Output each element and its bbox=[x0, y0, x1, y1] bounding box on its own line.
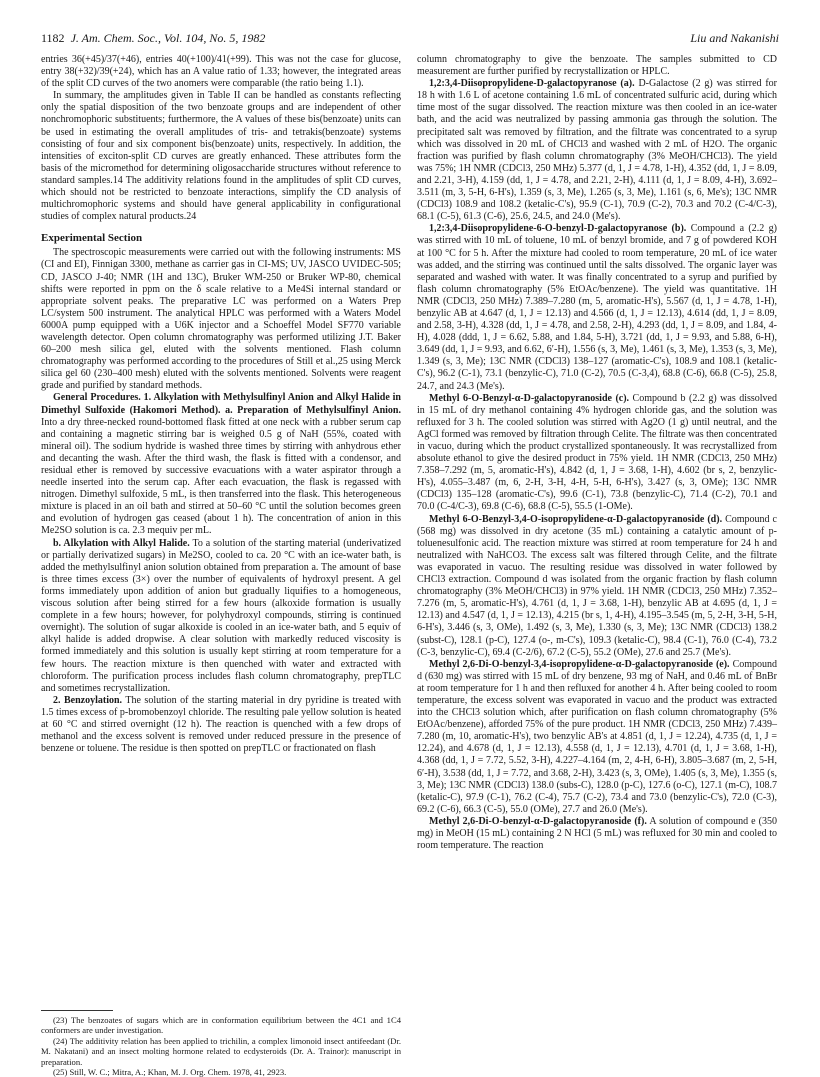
left-column bbox=[41, 54, 401, 755]
run-in-head-compound-d: Methyl 6-O-Benzyl-3,4-O-isopropylidene-α-D-galactopyranoside (d). bbox=[429, 513, 723, 525]
run-in-head-compound-a: 1,2:3,4-Diisopropylidene-D-galactopyranose (a). bbox=[429, 78, 635, 90]
page-number: 1182 bbox=[41, 31, 65, 45]
run-in-head-compound-b: 1,2:3,4-Diisopropylidene-6-O-benzyl-D-galactopyranose (b). bbox=[429, 223, 687, 235]
paragraph-methylsulfinyl bbox=[41, 392, 401, 537]
compound-c-text: Compound b (2.2 g) was dissolved in 15 mL of dry methanol containing 4% hydrogen chloride gas, and the solution was refluxed for 3 h. The cooled solution was stirred with Ag2O (1 g) until neutral, and the AgCl formed was removed by filtration through Celite. The filtrate was then concentrated in vacuo, during which the product crystallized spontaneously. It was recrystallized from absolute ethanol to give the desired product in 75% yield. 1H NMR (CDCl3, 250 MHz) 7.358–7.292 (m, 5, aromatic-H's), 4.842 (d, 1, J = 3.68, 1-H), 4.602 (br s, 2, benzylic-H's), 4.055–3.487 (m, 6, 2-H, 3-H, 4-H, 5-H, 6-H's), 3.427 (s, 3, OMe); 13C NMR (CDCl3) 135–128 (aromatic-C's), 99.6 (C-1), 73.8 (benzylic-C), 71.4 (C-2), 70.1 and 70.0 (C-4/C-3), 69.8 (C-6), 68.8 (C-5), 55.5 (1-OMe). bbox=[417, 392, 777, 513]
footnote-25: (25) Still, W. C.; Mitra, A.; Khan, M. J. Org. Chem. 1978, 41, 2923. bbox=[53, 1067, 287, 1077]
paragraph-compound-e bbox=[417, 659, 777, 816]
compound-d-text: Compound c (568 mg) was dissolved in dry acetone (35 mL) containing a catalytic amount of p-toluenesulfonic acid. The reaction mixture was stirred at room temperature for 24 h and neutralized with NaHCO3. The excess salt was filtered through Celite, and the filtrate was evaporated in vacuo. The resulting residue was dissolved in water followed by CHCl3 extraction. Compound d was isolated from the organic fraction by flash column chromatography (3% MeOH/CHCl3) in 97% yield. 1H NMR (CDCl3, 250 MHz) 7.352–7.276 (m, 5, aromatic-H's), 4.761 (d, 1, J = 3.68, 1-H), benzylic AB at 4.695 (d, 1, J = 12.13) and 4.547 (d, 1, J = 12.13), 4.215 (br s, 1, 4-H), 4.195–3.545 (m, 5, 2-H, 3-H, 5-H, 6-H's), 3.446 (s, 3, OMe), 1.492 (s, 3, Me), 1.330 (s, 3, Me); 13C NMR (CDCl3) 138.2 (subst-C), 128.1 (p-C), 127.4 (o-, m-C's), 109.3 (ketalic-C), 98.4 (C-1), 76.0 (C-4), 73.2 (C-3, benzylic-C), 69.4 (C-2/6), 67.2 (C-5), 55.2 (OMe), 27.6 and 25.7 (Me's). bbox=[417, 513, 777, 658]
run-in-head-alkylation: b. Alkylation with Alkyl Halide. bbox=[53, 537, 190, 549]
run-in-head-compound-c: Methyl 6-O-Benzyl-α-D-galactopyranoside (c). bbox=[429, 392, 630, 404]
paragraph-compound-a bbox=[417, 78, 777, 223]
compound-f-text: A solution of compound e (350 mg) in MeOH (15 mL) containing 2 N HCl (5 mL) was refluxed for 30 min and cooled to room temperature. The reaction bbox=[417, 815, 778, 852]
methylsulfinyl-text: Into a dry three-necked round-bottomed flask fitted at one neck with a rubber serum cap and containing a magnetic stirring bar is weighed 0.5 g of NaH (55%, coated with mineral oil). The sodium hydride is washed three times by stirring with anhydrous ether and decanting the wash. After the third wash, the flask is fitted with a condensor, and residual ether is removed by successive evacuations with a water aspirator through a needle inserted into the serum cap. After each evacuation, the flask is regassed with nitrogen. Dimethyl sulfoxide, 5 mL, is then transferred into the flask. This heterogeneous mixture is placed in an oil bath and stirred at 50–60 °C until the solution becomes green and evolution of hydrogen gas ceased (about 1 h). The concentration of anion in this Me2SO solution is ca. 2.3 mequiv per mL. bbox=[41, 416, 401, 537]
paragraph-continued-right: column chromatography to give the benzoate. The samples submitted to CD measurement are further purified by recrystallization or HPLC. bbox=[417, 54, 777, 78]
paragraph-alkylation bbox=[41, 538, 401, 695]
footnote-rule bbox=[41, 1010, 113, 1011]
run-in-head-general-procedures: General Procedures. 1. Alkylation with Methylsulfinyl Anion and Alkyl Halide in Dimethyl Sulfoxide (Hakomori Method). a. Preparation of Methylsulfinyl Anion. bbox=[41, 392, 401, 416]
compound-b-text: Compound a (2.2 g) was stirred with 10 mL of toluene, 10 mL of benzyl bromide, and 7 g of powdered KOH at 100 °C for 5 h. After the mixture had cooled to room temperature, 20 mL of ice water was added, and the stirring was continued until the salts dissolved. The organic layer was separated and washed with water. It was finally concentrated to a syrup and purified by flash column chromatography (5% EtOAc/benzene). The yield was quantitative. 1H NMR (CDCl3, 250 MHz) 7.389–7.280 (m, 5, aromatic-H's), 5.567 (d, 1, J = 4.78, 1-H), benzylic AB at 4.647 (d, 1, J = 12.13) and 4.566 (d, 1, J = 12.13), 4.614 (dd, 1, J = 8.09, and 2.58, 3-H), 4.328 (dd, 1, J = 4.78, and 2.58, 2-H), 4.293 (dd, 1, J = 8.09, and 1.84, 4-H), 4.028 (ddd, 1, J = 6.62, 5.88, and 1.84, 5-H), 3.721 (dd, 1, J = 9.93, and 5.88, 6-H), 3.649 (dd, 1, J = 9.93, and 6.62, 6′-H), 1.556 (s, 3, Me), 1.461 (s, 3, Me), 1.353 (s, 3, Me), 1.349 (s, 3, Me); 13C NMR (CDCl3) 138–127 (aromatic-C's), 108.9 and 108.1 (ketalic-C's), 96.2 (C-1), 73.1 (benzylic-C), 71.0 (C-2), 70.5 (C-3,4), 68.8 (C-6), 66.8 (C-5), 25.8, 24.7, and 24.3 (Me's). bbox=[417, 223, 778, 392]
footnotes bbox=[41, 1010, 401, 1077]
paragraph-summary: In summary, the amplitudes given in Table II can be handled as constants reflecting only the spatial disposition of the two benzoate groups and are independent of other nonchromophoric substituents; furthermore, the A values of these bis(benzoate) units can be used in estimating the overall amplitudes of tris- and tetrakis(benzoate) systems consisting of four and six component bis(benzoate) units, respectively. In addition, the intensities of exciton-split CD curves are greatly enhanced. These attributes form the basis of the micromethod for determining oligosaccharide structures without reference to standard samples.14 The additivity relations found in the amplitudes of split CD curves, which should not be restricted to benzoate interactions, simplify the CD analysis of multichromophoric systems and should have general applicability in configurational studies of complex natural products.24 bbox=[41, 90, 401, 223]
running-header bbox=[41, 30, 779, 46]
run-in-head-benzoylation: 2. Benzoylation. bbox=[53, 694, 123, 706]
footnote-23: (23) The benzoates of sugars which are in conformation equilibrium between the 4C1 and 1C4 conformers are under investigation. bbox=[41, 1015, 401, 1036]
benzoylation-text: The solution of the starting material in dry pyridine is treated with 1.5 times excess of p-bromobenzoyl chloride. The resulting pale yellow solution is heated at 60 °C and stirred overnight (12 h). The reaction is quenched with a few drops of methanol and the excess solvent is removed under reduced pressure in the presence of benzene or toluene. The residue is then spotted on prepTLC or fractionated on flash bbox=[41, 694, 401, 755]
paragraph-instruments: The spectroscopic measurements were carried out with the following instruments: MS (CI and EI), Finnigan 3300, methane as carrier gas in CI-MS; UV, JASCO UVIDEC-505; CD, JASCO J-40; NMR (1H and 13C), Bruker WM-250 or Bruker WP-80, chemical shifts were reported in ppm on the δ scale relative to a Me4Si internal standard or appropriate solvent peaks. The preparative LC was performed on a Waters Prep LC/system 500 instrument. The analytical HPLC was performed with a Waters Model 6000A pump equipped with a U6K injector and a Schoeffel Model SF770 variable wavelength detector. Open column chromatography was performed utilizing J.T. Baker 60–200 mesh silica gel, eluted with the solvents mentioned. Flash column chromatography was performed according to the procedures of Still et al.,25 using Merck silica gel 60 (230–400 mesh) eluted with the solvents mentioned. Solvents were reagent grade and purified by standard methods. bbox=[41, 247, 401, 392]
paragraph-continued: entries 36(+45)/37(+46), entries 40(+100)/41(+99). This was not the case for glucose, entry 38(+32)/39(+24), which has an A value ratio of 1.33; however, the integrated areas of the split CD curves of the two anomers were comparable (the ratio being 1.1). bbox=[41, 54, 401, 90]
paragraph-benzoylation bbox=[41, 695, 401, 755]
run-in-head-compound-f: Methyl 2,6-Di-O-benzyl-α-D-galactopyranoside (f). bbox=[429, 815, 647, 827]
journal-citation: J. Am. Chem. Soc., Vol. 104, No. 5, 1982 bbox=[70, 31, 266, 45]
paragraph-compound-d bbox=[417, 514, 777, 659]
compound-e-text: Compound d (630 mg) was stirred with 15 mL of dry benzene, 93 mg of NaH, and 0.46 mL of BnBr at room temperature for 1 h and then refluxed for another 4 h. After being cooled to room temperature, the excess solvent was evaporated in vacuo and the product was extracted into the CHCl3 solution which, after purification on flash column chromatography (5% EtOAc/benzene), afforded 75% of the pure product. 1H NMR (CDCl3, 250 MHz) 7.439–7.280 (m, 10, aromatic-H's), two benzylic AB's at 4.851 (d, 1, J = 12.24), 4.735 (d, 1, J = 12.24), and 4.678 (d, 1, J = 12.13), 4.558 (d, 1, J = 12.13), 4.701 (d, 1, J = 3.68, 1-H), 4.368 (dd, 1, J = 7.72, 5.52, 3-H), 4.227–4.164 (m, 2, 4-H, 6-H), 3.805–3.687 (m, 2, 5-H, 6′-H), 3.538 (dd, 1, J = 7.72, and 3.68, 2-H), 3.423 (s, 3, OMe), 1.405 (s, 3, Me), 1.355 (s, 3, Me); 13C NMR (CDCl3) 138.0 (subs-C), 128.0 (p-C), 127.6 (o-C), 127.1 (m-C), 108.7 (ketalic-C), 97.9 (C-1), 76.2 (C-4), 75.7 (C-2), 73.4 and 73.0 (benzylic-C's), 72.0 (C-3), 69.2 (C-6), 66.3 (C-5), 55.0 (OMe), 27.7 and 26.0 (Me's). bbox=[417, 658, 778, 815]
run-in-head-compound-e: Methyl 2,6-Di-O-benzyl-3,4-isopropylidene-α-D-galactopyranoside (e). bbox=[429, 658, 730, 670]
compound-a-text: D-Galactose (2 g) was stirred for 18 h with 1.6 L of acetone containing 1.6 mL of concentrated sulfuric acid, during which time most of the sugar dissolved. The reaction mixture was then cooled in an ice-water bath, and the acid was neutralized by passing ammonia gas through the solution. The precipitated salt was removed by filtration, and the filtrate was concentrated to a syrup which was dissolved in 20 mL of CHCl3 and washed with 2 mL of H2O. The organic fraction was purified by flash column chromatography (3% MeOH/CHCl3). The yield was 75%; 1H NMR (CDCl3, 250 MHz) 5.377 (d, 1, J = 4.78, 1-H), 4.352 (dd, 1, J = 8.09, and 2.21, 3-H), 4.159 (dd, 1, J = 4.78, and 2.21, 2-H), 4.111 (d, 1, J = 8.09, 4-H), 3.692–3.511 (m, 3, 5-H, 6-H's), 1.359 (s, 3, Me), 1.265 (s, 3, Me), 1.161 (s, 6, Me's); 13C NMR (CDCl3) 108.9 and 108.2 (ketalic-C's), 95.9 (C-1), 70.9 (C-2), 70.3 and 70.2 (C-4/C-3), 68.1 (C-5), 61.3 (C-6), 25.6, 24.5, and 24.0 (Me's). bbox=[417, 78, 778, 223]
alkylation-text: To a solution of the starting material (underivatized or partially derivatized sugars) in Me2SO, cooled to ca. 20 °C with an ice-water bath, is added the methylsulfinyl anion solution obtained from preparation a. The amount of base is three times excess (3×) over the number of equivalents of hydroxyl present. A gel forms immediately upon addition of anion but gradually liquifies to a homogeneous, viscous solution after being stirred for a few hours (alkoxide formation is usually complete in a few hours; however, for polyhydroxyl compounds, stirring is continued overnight). The solution of sugar alkoxide is cooled in an ice-water bath, and 5 equiv of alkyl halide is added dropwise. A clear solution with markedly reduced viscosity is formed immediately and this solution is usually kept stirring at room temperature for a few hours. The reaction mixture is then quenched with water and extracted with chloroform. The purification process includes flash column chromatography, prepTLC and sometimes recrystallization. bbox=[41, 537, 401, 694]
running-authors: Liu and Nakanishi bbox=[690, 31, 779, 45]
header-left bbox=[41, 30, 265, 46]
section-title-experimental: Experimental Section bbox=[41, 232, 143, 245]
paragraph-compound-c bbox=[417, 393, 777, 514]
paragraph-compound-b bbox=[417, 223, 777, 392]
footnote-24: (24) The additivity relation has been applied to trichilin, a complex limonoid insect antifeedant (Dr. M. Nakatani) and an insect molting hormone related to ecdysteroids (Dr. A. Trainor): manuscript in preparation. bbox=[41, 1035, 401, 1067]
paragraph-compound-f bbox=[417, 816, 777, 852]
right-column bbox=[417, 54, 777, 852]
body-columns bbox=[41, 54, 779, 1077]
